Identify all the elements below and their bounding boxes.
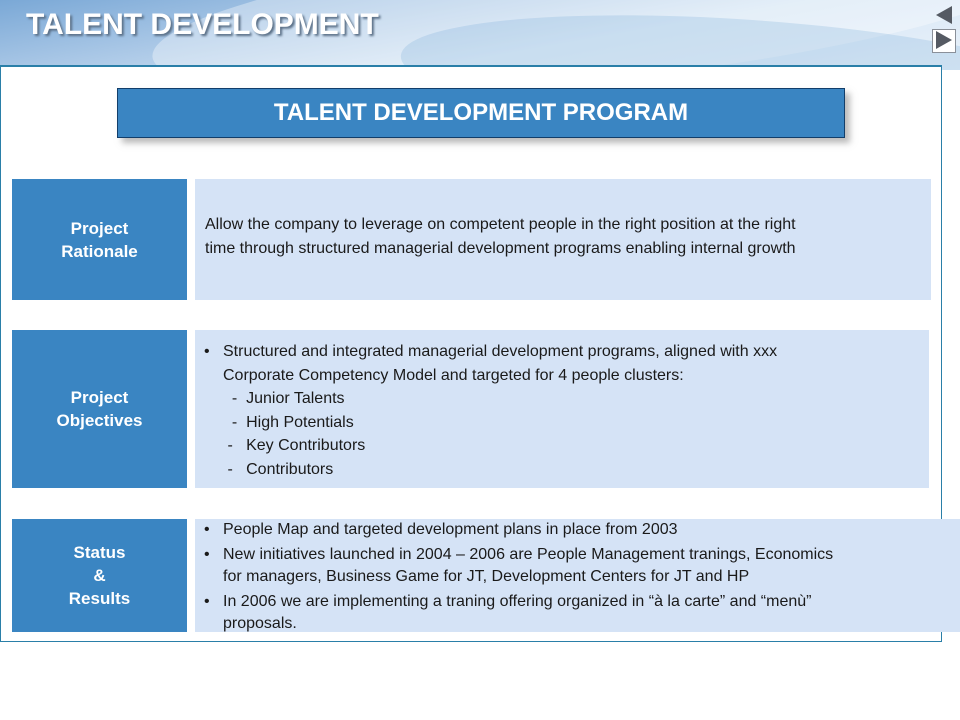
status-item-line: proposals. [223,615,297,632]
objectives-label-line: Objectives [56,411,143,430]
status-item-line: for managers, Business Game for JT, Development Centers for JT and HP [223,568,750,585]
cluster-item: - Contributors [223,460,334,478]
status-panel [195,519,960,632]
status-item-line: People Map and targeted development plans in place from 2003 [223,521,678,538]
program-title-text: TALENT DEVELOPMENT PROGRAM [273,99,689,126]
objectives-intro-line: Corporate Competency Model and targeted for 4 people clusters: [223,366,684,384]
cluster-item: - High Potentials [223,413,354,431]
rationale-label-line: Project [70,218,129,238]
objectives-panel [195,330,929,488]
program-title [117,88,845,138]
cluster-item: - Junior Talents [223,390,345,407]
triangle-left-icon[interactable] [936,6,952,24]
bullet-icon: • [204,521,210,538]
header-banner [0,0,960,70]
list-item [195,340,919,481]
status-label-line: Results [68,589,131,608]
cluster-item: - Key Contributors [223,437,366,454]
bullet-icon: • [204,343,210,360]
status-label-line: Status [73,543,126,562]
status-label [12,519,187,632]
list-item [195,519,950,542]
objectives-label-line: Project [70,388,129,407]
status-item-line: New initiatives launched in 2004 – 2006 are People Management tranings, Economics [223,545,834,563]
rationale-text-line: time through structured managerial development programs enabling internal growth [205,240,796,257]
status-item-line: In 2006 we are implementing a traning offering organized in “à la carte” and “menù” [223,592,812,610]
rationale-label [12,179,187,300]
status-list [195,519,950,638]
objectives-intro-line: Structured and integrated managerial development programs, aligned with xxx [223,343,778,360]
list-item [195,591,950,636]
page-title: TALENT DEVELOPMENT [26,8,379,41]
bullet-icon: • [204,592,210,610]
bullet-icon: • [204,545,210,563]
rationale-label-line: Rationale [61,241,138,261]
rationale-text [205,213,911,261]
rationale-panel [195,179,931,300]
objectives-label [12,330,187,488]
objectives-list [195,340,919,481]
triangle-right-icon[interactable] [936,31,952,49]
status-label-line: & [93,566,106,585]
rationale-text-line: Allow the company to leverage on competent people in the right position at the right [205,216,796,233]
list-item [195,544,950,589]
